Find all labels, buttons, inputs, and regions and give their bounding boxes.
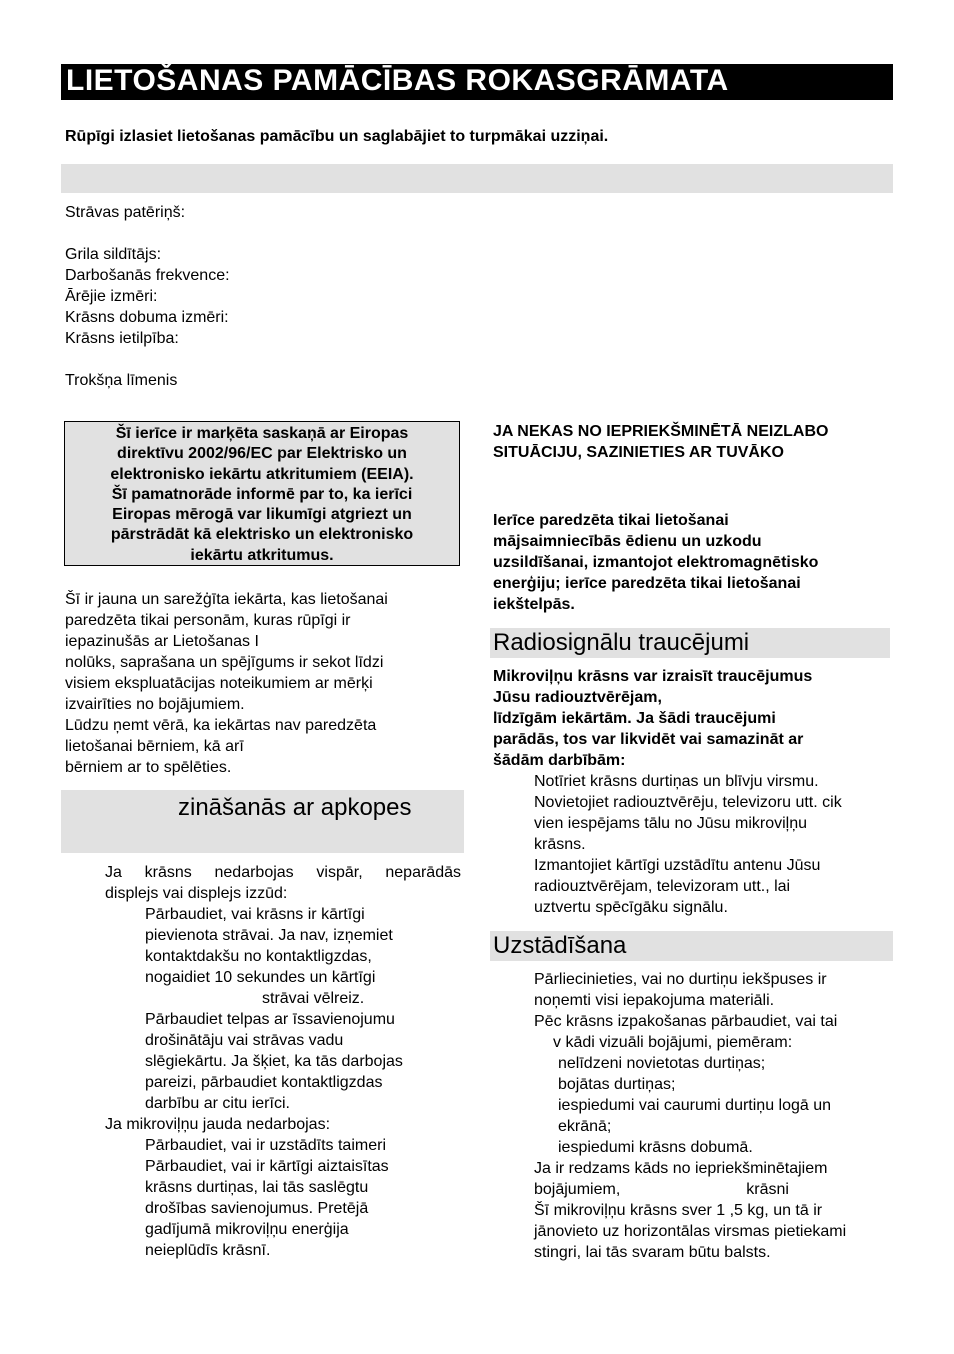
radio-line: Jūsu radiouztvērējam, [493, 689, 662, 706]
install-line: v kādi vizuāli bojājumi, piemēram: [553, 1034, 793, 1051]
trouble-step: gadījumā mikroviļņu enerģija [145, 1221, 349, 1238]
notice-line: pārstrādāt kā elektrisko un elektronisko [110, 526, 414, 544]
notice-line: Šī ierīce ir marķēta saskaņā ar Eiropas [115, 425, 409, 442]
trouble-step: drošinātāju vai strāvas vadu [145, 1032, 344, 1049]
usage-line: iekštelpās. [493, 596, 575, 613]
trouble-step: strāvai vēlreiz. [262, 990, 365, 1007]
radio-line: līdzīgām iekārtām. Ja šādi traucējumi [493, 710, 776, 727]
radio-heading: Radiosignālu traucējumi [493, 629, 750, 656]
paragraph-line: bērniem ar to spēlēties. [65, 759, 232, 776]
trouble-step: slēgiekārtu. Ja šķiet, ka tās darbojas [145, 1053, 403, 1070]
trouble-step: pareizi, pārbaudiet kontaktligzdas [145, 1074, 383, 1091]
weee-notice-box [64, 421, 460, 566]
install-line: iespiedumi vai caurumi durtiņu logā un [558, 1097, 832, 1114]
install-line: noņemti visi iepakojuma materiāli. [534, 992, 775, 1009]
spec-power: Strāvas patēriņš: [65, 204, 186, 221]
spec-frequency: Darbošanās frekvence: [65, 267, 230, 284]
radio-step: uztvertu spēcīgāku signālu. [534, 899, 728, 916]
trouble-step: neieplūdīs krāsnī. [145, 1242, 271, 1259]
usage-line: Ierīce paredzēta tikai lietošanai [493, 512, 729, 529]
radio-section [493, 666, 893, 918]
trouble-line: displejs vai displejs izzūd: [105, 885, 288, 902]
radio-line: parādās, tos var likvidēt vai samazināt ar [493, 731, 804, 748]
notice-line: direktīvu 2002/96/EC par Elektrisko un [117, 445, 407, 463]
install-heading: Uzstādīšana [493, 932, 627, 959]
specs-header-bar [61, 164, 893, 193]
notice-line: elektronisko iekārtu atkritumiem (EEIA). [110, 465, 414, 483]
trouble-step: drošības savienojumus. Pretējā [145, 1200, 369, 1217]
paragraph-line: nolūks, saprašana un spējīgums ir sekot līdzi [65, 654, 384, 671]
paragraph-line: izvairīties no bojājumiem. [65, 696, 245, 713]
spec-cavity-dims: Krāsns dobuma izmēri: [65, 309, 229, 326]
trouble-line: Ja mikroviļņu jauda nedarbojas: [105, 1116, 331, 1133]
radio-step: Notīriet krāsns durtiņas un blīvju virsmu. [534, 773, 819, 790]
install-fragment: bojājumiem, [534, 1181, 621, 1198]
paragraph-line: lietošanai bērniem, kā arī [65, 738, 244, 755]
trouble-step: pievienota strāvai. Ja nav, izņemiet [145, 927, 393, 944]
radio-step: radiouztvērējam, televizoram utt., lai [534, 878, 791, 895]
paragraph-line: iepazinušās ar Lietošanas I [65, 633, 259, 650]
intro-text: Rūpīgi izlasiet lietošanas pamācību un saglabājiet to turpmākai uzziņai. [65, 128, 609, 145]
spec-outer-dims: Ārējie izmēri: [65, 288, 158, 305]
notice-line: iekārtu atkritumus. [190, 546, 334, 564]
install-line: Pārliecinieties, vai no durtiņu iekšpuses ir [534, 971, 827, 988]
paragraph-line: Lūdzu ņemt vērā, ka iekārtas nav paredzēta [65, 717, 377, 734]
trouble-step: kontaktdakšu no kontaktligzdas, [145, 948, 372, 965]
install-line: ekrānā; [558, 1118, 612, 1135]
trouble-step: krāsns durtiņas, lai tās saslēgtu [145, 1179, 369, 1196]
contact-line: SITUĀCIJU, SAZINIETIES AR TUVĀKO [493, 444, 784, 461]
install-line: Ja ir redzams kāds no iepriekšminētajiem [534, 1160, 828, 1177]
install-line: nelīdzeni novietotas durtiņas; [558, 1055, 766, 1072]
install-line: bojātas durtiņas; [558, 1076, 676, 1093]
usage-line: enerģiju; ierīce paredzēta tikai lietošanai [493, 575, 801, 592]
trouble-step: Pārbaudiet telpas ar īssavienojumu [145, 1011, 395, 1028]
notice-line: Šī pamatnorāde informē par to, ka ierīci [111, 485, 413, 503]
install-line: Šī mikroviļņu krāsns sver 1 ,5 kg, un tā ir [534, 1202, 823, 1219]
install-line: jānovieto uz horizontālas virsmas pietiekami [534, 1223, 847, 1240]
trouble-step: Pārbaudiet, vai ir uzstādīts taimeri [145, 1137, 386, 1154]
radio-step: krāsns. [534, 836, 586, 853]
trouble-step: Pārbaudiet, vai ir kārtīgi aiztaisītas [145, 1158, 389, 1175]
install-line: Pēc krāsns izpakošanas pārbaudiet, vai tai [534, 1013, 838, 1030]
paragraph-line: Šī ir jauna un sarežģīta iekārta, kas lietošanai [65, 591, 388, 608]
notice-line: Eiropas mērogā var likumīgi atgriezt un [112, 506, 412, 524]
troubleshooting-list [105, 862, 461, 1261]
install-fragment: krāsni [746, 1181, 789, 1198]
radio-step: Izmantojiet kārtīgi uzstādītu antenu Jūsu [534, 857, 821, 874]
paragraph-line: visiem ekspluatācijas noteikumiem ar mērķi [65, 675, 373, 692]
install-line: iespiedumi krāsns dobumā. [558, 1139, 753, 1156]
radio-line: šādām darbībām: [493, 752, 626, 769]
safety-paragraph [65, 589, 465, 778]
radio-step: Novietojiet radiouztvērēju, televizoru utt. cik [534, 794, 842, 811]
install-line [493, 1179, 893, 1200]
spec-noise: Trokšņa līmenis [65, 372, 178, 389]
usage-line: uzsildīšanai, izmantojot elektromagnētisko [493, 554, 819, 571]
install-line: stingri, lai tās svaram būtu balsts. [534, 1244, 771, 1261]
trouble-line: Ja krāsns nedarbojas vispār, neparādās [105, 864, 461, 881]
trouble-step: nogaidiet 10 sekundes un kārtīgi [145, 969, 376, 986]
usage-line: mājsaimniecībās ēdienu un uzkodu [493, 533, 762, 550]
page-title: LIETOŠANAS PAMĀCĪBAS ROKASGRĀMATA [66, 64, 729, 97]
trouble-step: Pārbaudiet, vai krāsns ir kārtīgi [145, 906, 365, 923]
trouble-step: darbību ar citu ierīci. [145, 1095, 290, 1112]
spec-grill: Grila sildītājs: [65, 246, 162, 263]
radio-line: Mikroviļņu krāsns var izraisīt traucējumus [493, 668, 813, 685]
contact-line: JA NEKAS NO IEPRIEKŠMINĒTĀ NEIZLABO [493, 423, 829, 440]
radio-step: vien iespējams tālu no Jūsu mikroviļņu [534, 815, 808, 832]
specs-list [65, 202, 230, 391]
spec-capacity: Krāsns ietilpība: [65, 330, 179, 347]
paragraph-line: paredzēta tikai personām, kuras rūpīgi ir [65, 612, 351, 629]
contact-note [493, 421, 893, 463]
maintenance-heading: zināšanās ar apkopes [178, 794, 412, 821]
install-section [493, 969, 893, 1263]
usage-note [493, 510, 893, 615]
